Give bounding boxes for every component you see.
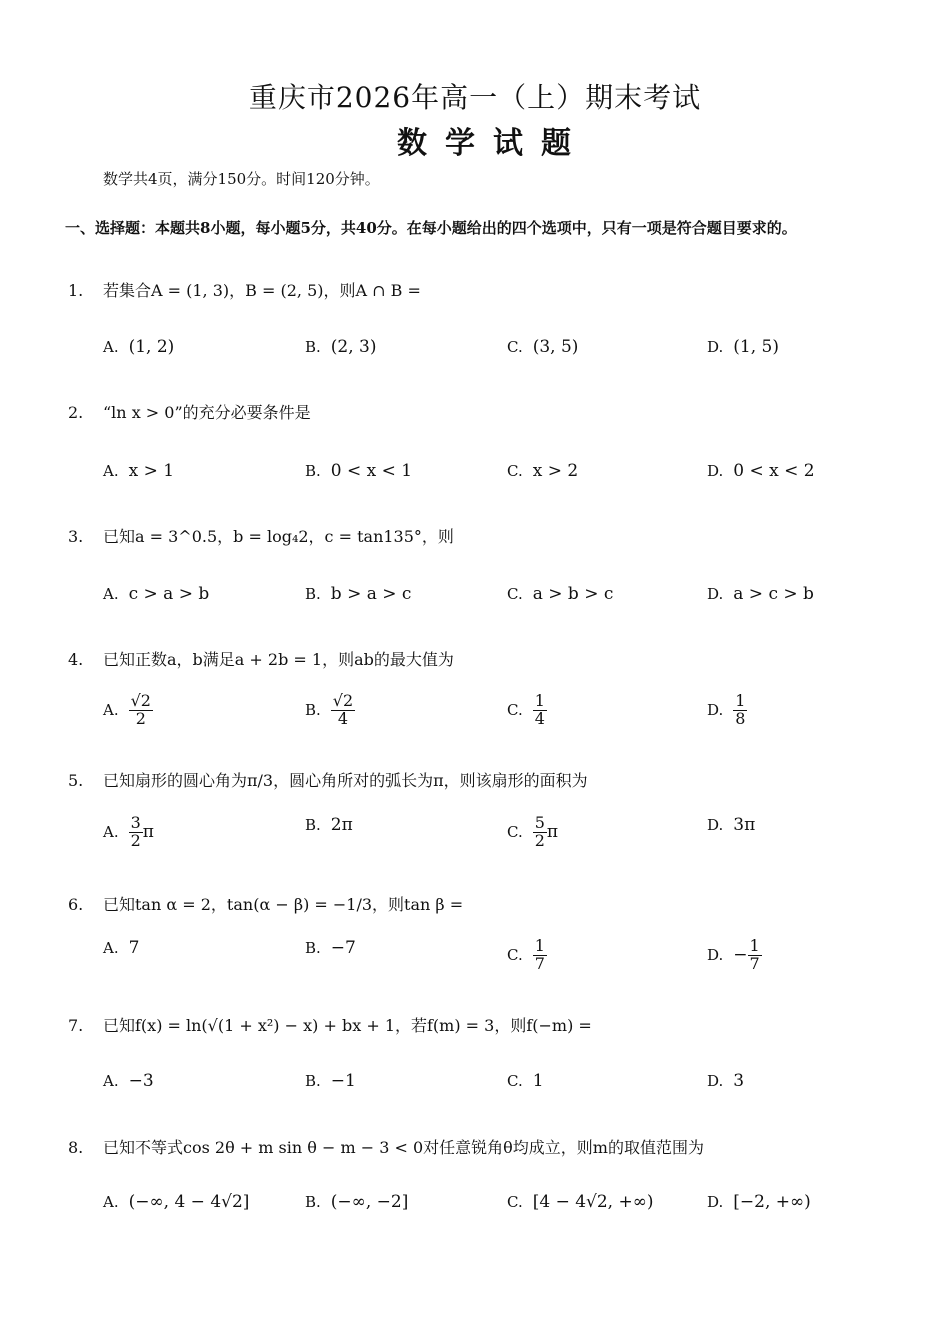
question-text: 已知不等式cos 2θ + m sin θ − m − 3 < 0对任意锐角θ均成立，则m的取值范围为	[103, 1138, 704, 1157]
option-b[interactable]	[305, 938, 356, 958]
question-number: 7.	[68, 1016, 84, 1035]
option-a[interactable]	[103, 337, 174, 357]
option-value: (1, 5)	[733, 337, 779, 357]
option-value: a > c > b	[733, 584, 814, 604]
question-stem	[68, 278, 421, 301]
option-a[interactable]	[103, 584, 209, 604]
question-number: 3.	[68, 527, 84, 546]
option-d[interactable]	[707, 584, 814, 604]
option-label: B.	[305, 462, 321, 480]
option-label: A.	[103, 462, 119, 480]
option-d[interactable]	[707, 938, 762, 973]
option-label: C.	[507, 1193, 523, 1211]
question-stem	[68, 892, 463, 915]
option-b[interactable]	[305, 584, 411, 604]
option-c[interactable]	[507, 461, 578, 481]
option-b[interactable]	[305, 1071, 356, 1091]
option-label: B.	[305, 1072, 321, 1090]
option-value: (−∞, −2]	[330, 1192, 409, 1212]
option-d[interactable]	[707, 815, 755, 835]
option-label: C.	[507, 462, 523, 480]
option-value: 1	[532, 1071, 544, 1091]
option-value: c > a > b	[128, 584, 210, 604]
option-label: B.	[305, 700, 321, 719]
option-value: $\frac{1}{4}$	[534, 691, 545, 728]
option-label: B.	[305, 338, 321, 356]
question-text: 已知正数a，b满足a + 2b = 1，则ab的最大值为	[103, 650, 454, 669]
question-number: 1.	[68, 281, 84, 300]
option-value: [−2, +∞)	[733, 1192, 811, 1212]
option-c[interactable]	[507, 337, 578, 357]
section-heading: 一、选择题：本题共8小题，每小题5分，共40分。在每小题给出的四个选项中，只有一项是符合题目要求的。	[65, 219, 797, 237]
option-label: B.	[305, 1193, 321, 1211]
option-c[interactable]	[507, 1192, 654, 1212]
option-b[interactable]	[305, 1192, 408, 1212]
option-label: C.	[507, 585, 523, 603]
option-label: A.	[103, 338, 119, 356]
option-value: 0 < x < 1	[330, 461, 413, 481]
option-d[interactable]	[707, 1071, 744, 1091]
question-text: 已知tan α = 2，tan(α − β) = −1/3，则tan β =	[103, 895, 464, 914]
option-value: x > 1	[128, 461, 175, 481]
option-d[interactable]	[707, 693, 747, 728]
option-a[interactable]	[103, 693, 153, 728]
option-value: $\frac{3}{2}$ π	[130, 813, 154, 850]
option-value: $\frac{√2}{2}$	[130, 691, 151, 728]
question-stem	[68, 400, 311, 423]
option-value: 0 < x < 2	[733, 461, 815, 481]
option-label: D.	[707, 1072, 724, 1090]
option-value: (−∞, 4 − 4√2]	[128, 1192, 250, 1212]
option-label: A.	[103, 700, 119, 719]
option-label: C.	[507, 1072, 523, 1090]
option-label: A.	[103, 1193, 119, 1211]
option-b[interactable]	[305, 461, 412, 481]
question-stem	[68, 1013, 592, 1036]
option-c[interactable]	[507, 1071, 544, 1091]
option-value: a > b > c	[532, 584, 614, 604]
option-value: 2π	[330, 815, 353, 835]
question-stem	[68, 768, 588, 791]
option-value: −1	[330, 1071, 356, 1091]
question-stem	[68, 647, 454, 670]
exam-intro: 数学共4页，满分150分。时间120分钟。	[103, 170, 380, 188]
option-label: B.	[305, 939, 321, 957]
subject-title: 数学试题	[397, 126, 589, 161]
option-label: C.	[507, 822, 523, 841]
question-text: 已知扇形的圆心角为π/3，圆心角所对的弧长为π，则该扇形的面积为	[103, 771, 588, 790]
option-value: − $\frac{1}{7}$	[733, 936, 760, 973]
question-number: 5.	[68, 771, 84, 790]
option-d[interactable]	[707, 461, 815, 481]
option-c[interactable]	[507, 815, 558, 850]
question-text: 已知f(x) = ln(√(1 + x²) − x) + bx + 1，若f(m) = 3，则f(−m) =	[103, 1016, 592, 1035]
option-b[interactable]	[305, 337, 377, 357]
option-d[interactable]	[707, 337, 779, 357]
option-label: A.	[103, 939, 119, 957]
option-a[interactable]	[103, 815, 154, 850]
option-b[interactable]	[305, 815, 353, 835]
option-value: (1, 2)	[128, 337, 175, 357]
option-a[interactable]	[103, 1071, 154, 1091]
option-value: (2, 3)	[330, 337, 377, 357]
question-stem	[68, 524, 454, 547]
option-value: 7	[128, 938, 140, 958]
option-label: D.	[707, 945, 724, 964]
question-text: “ln x > 0”的充分必要条件是	[103, 403, 311, 422]
question-number: 8.	[68, 1138, 84, 1157]
option-label: D.	[707, 700, 724, 719]
option-label: D.	[707, 338, 724, 356]
option-c[interactable]	[507, 693, 547, 728]
option-label: D.	[707, 1193, 724, 1211]
option-c[interactable]	[507, 938, 547, 973]
option-value: [4 − 4√2, +∞)	[532, 1192, 654, 1212]
option-label: A.	[103, 822, 119, 841]
option-value: $\frac{1}{8}$	[735, 691, 746, 728]
option-label: C.	[507, 945, 523, 964]
option-label: A.	[103, 1072, 119, 1090]
option-b[interactable]	[305, 693, 355, 728]
option-a[interactable]	[103, 938, 139, 958]
option-a[interactable]	[103, 461, 174, 481]
question-number: 6.	[68, 895, 84, 914]
option-label: B.	[305, 816, 321, 834]
option-value: $\frac{5}{2}$ π	[534, 813, 559, 850]
option-value: $\frac{√2}{4}$	[332, 691, 354, 728]
option-label: C.	[507, 338, 523, 356]
option-value: $\frac{1}{7}$	[534, 936, 545, 973]
option-label: C.	[507, 700, 523, 719]
exam-title: 重庆市2026年高一（上）期末考试	[248, 81, 702, 114]
question-number: 4.	[68, 650, 84, 669]
option-value: (3, 5)	[532, 337, 579, 357]
option-value: −3	[128, 1071, 154, 1091]
question-stem	[68, 1135, 704, 1158]
question-text: 若集合A = (1, 3)，B = (2, 5)，则A ∩ B =	[103, 281, 421, 300]
question-number: 2.	[68, 403, 84, 422]
option-label: D.	[707, 585, 724, 603]
option-a[interactable]	[103, 1192, 249, 1212]
option-label: D.	[707, 816, 724, 834]
option-d[interactable]	[707, 1192, 811, 1212]
option-label: D.	[707, 462, 724, 480]
option-c[interactable]	[507, 584, 613, 604]
option-value: x > 2	[532, 461, 579, 481]
option-value: 3π	[733, 815, 756, 835]
question-text: 已知a = 3^0.5，b = log₄2，c = tan135°，则	[103, 527, 454, 546]
option-label: A.	[103, 585, 119, 603]
option-value: b > a > c	[330, 584, 412, 604]
option-label: B.	[305, 585, 321, 603]
option-value: 3	[733, 1071, 745, 1091]
option-value: −7	[330, 938, 356, 958]
